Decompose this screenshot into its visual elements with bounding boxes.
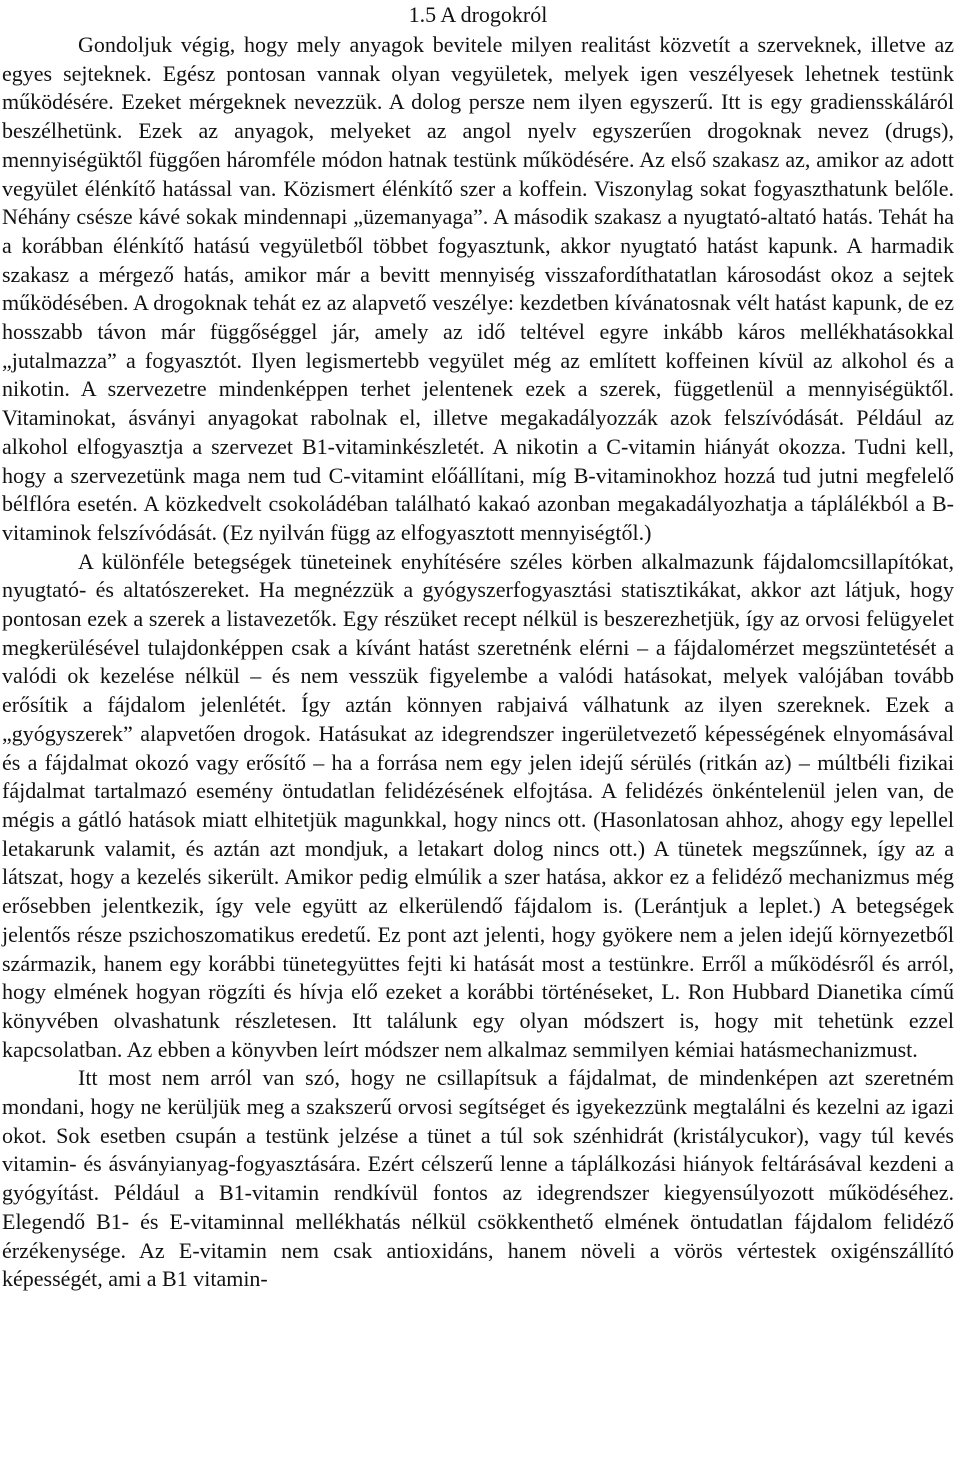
section-heading: 1.5 A drogokról bbox=[408, 2, 548, 27]
paragraph-1: Gondoljuk végig, hogy mely anyagok bevitele milyen realitást közvetít a szerveknek, illetve az egyes sejteknek. Egész pontosan vannak olyan vegyületek, melyek igen veszélyesek lehetnek testünk működésére. Ezeket mérgeknek nevezzük. A dolog persze nem ilyen egyszerű. Itt is egy gradiensskáláról beszélhetünk. Ezek az anyagok, melyeket az angol nyelv egyszerűen drogoknak nevez (drugs), mennyiségüktől függően háromféle módon hatnak testünk működésére. Az első szakasz az, amikor az adott vegyület élénkítő hatással van. Közismert élénkítő szer a koffein. Viszonylag sokat fogyaszthatunk belőle. Néhány csésze kávé sokak mindennapi „üzemanyaga”. A második szakasz a nyugtató-altató hatás. Tehát ha a korábban élénkítő hatású vegyületből többet fogyasztunk, akkor nyugtató hatást kapunk. A harmadik szakasz a mérgező hatás, amikor már a bevitt mennyiség visszafordíthatatlan károsodást okoz a sejtek működésében. A drogoknak tehát ez az alapvető veszélye: kezdetben kívánatosnak vélt hatást kapunk, de ez hosszabb távon már függőséggel jár, amely az idő teltével egyre inkább káros mellékhatásokkal „jutalmazza” a fogyasztót. Ilyen legismertebb vegyület még az említett koffeinen kívül az alkohol és a nikotin. A szervezetre mindenképpen terhet jelentenek ezek a szerek, függetlenül a mennyiségüktől. Vitaminokat, ásványi anyagokat rabolnak el, illetve megakadályozzák azok felszívódását. Például az alkohol elfogyasztja a szervezet B1-vitaminkészletét. A nikotin a C-vitamin hiányát okozza. Tudni kell, hogy a szervezetünk maga nem tud C-vitamint előállítani, míg B-vitaminokhoz hozzá tud jutni megfelelő bélflóra esetén. A közkedvelt csokoládéban található kakaó azonban megakadályozhatja a táplálékból a B-vitaminok felszívódását. (Ez nyilván függ az elfogyasztott mennyiségtől.) bbox=[2, 32, 954, 545]
paragraph-3: Itt most nem arról van szó, hogy ne csillapítsuk a fájdalmat, de mindenképen azt szeretném mondani, hogy ne kerüljük meg a szakszerű orvosi segítséget és igyekezzünk megtalálni és kezelni az igazi okot. Sok esetben csupán a testünk jelzése a tünet a túl sok szénhidrát (kristálycukor), vagy túl kevés vitamin- és ásványianyag-fogyasztására. Ezért célszerű lenne a táplálkozási hiányok feltárásával kezdeni a gyógyítást. Például a B1-vitamin rendkívül fontos az idegrendszer kiegyensúlyozott működéséhez. Elegendő B1- és E-vitaminnal mellékhatás nélkül csökkenthető elmének öntudatlan fájdalom felidéző érzékenysége. Az E-vitamin nem csak antioxidáns, hanem növeli a vörös vértestek oxigénszállító képességét, ami a B1 vitamin- bbox=[2, 1065, 954, 1292]
paragraph-2: A különféle betegségek tüneteinek enyhítésére széles körben alkalmazunk fájdalomcsillapítókat, nyugtató- és altatószereket. Ha megnézzük a gyógyszerfogyasztási statisztikákat, akkor azt látjuk, hogy pontosan ezek a szerek a listavezetők. Egy részüket recept nélkül is beszerezhetjük, így az orvosi felügyelet megkerülésével tulajdonképpen csak a kívánt hatást szeretnénk elérni – a fájdalomérzet megszüntetését a valódi ok kezelése nélkül – és nem vesszük figyelembe a valódi hatásokat, melyek valójában tovább erősítik a fájdalom jelenlétét. Így aztán könnyen rabjaivá válhatunk az ilyen szereknek. Ezek a „gyógyszerek” alapvetően drogok. Hatásukat az idegrendszer ingerületvezető képességének elnyomásával és a fájdalmat okozó vagy erősítő – ha a forrása nem egy jelen idejű sérülés (ritkán az) – múltbéli fizikai fájdalmat tartalmazó esemény öntudatlan felidézésének elfojtása. A felidézés önkéntelenül jelen van, de mégis a gátló hatások miatt elhitetjük magunkkal, hogy nincs ott. (Hasonlatosan ahhoz, ahogy egy lepellel letakarunk valamit, és aztán azt mondjuk, a letakart dolog nincs ott.) A tünetek megszűnnek, így az a látszat, hogy a kezelés sikerült. Amikor pedig elmúlik a szer hatása, akkor ez a felidéző mechanizmus még erősebben jelentkezik, így vele együtt az elkerülendő fájdalom is. (Lerántjuk a leplet.) A betegségek jelentős része pszichoszomatikus eredetű. Ez pont azt jelenti, hogy gyökere nem a jelen idejű környezetből származik, hanem egy korábbi tünetegyüttes fejti ki hatását most a testünkre. Erről a működésről és arról, hogy elmének hogyan rögzíti és hívja elő ezeket a korábbi történéseket, L. Ron Hubbard Dianetika című könyvében olvashatunk részletesen. Itt találunk egy olyan módszert is, hogy mit tehetünk ezzel kapcsolatban. Az ebben a könyvben leírt módszer nem alkalmaz semmilyen kémiai hatásmechanizmust. bbox=[2, 548, 954, 1062]
